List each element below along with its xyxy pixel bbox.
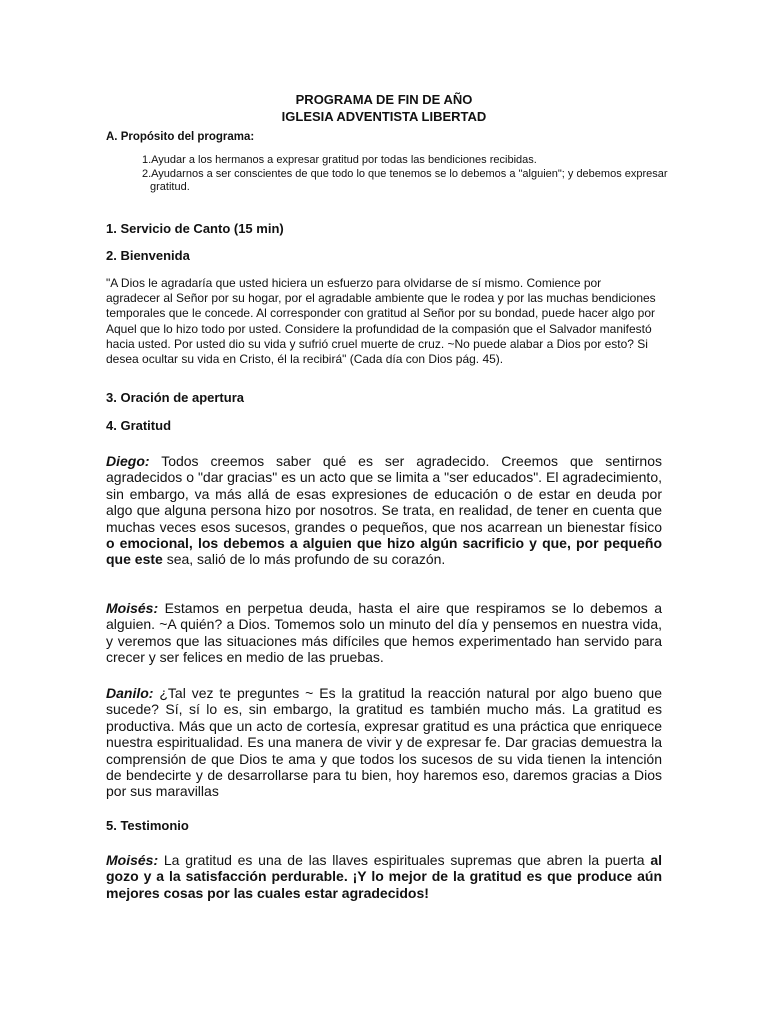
dialogue-paragraph-moises: Moisés: Estamos en perpetua deuda, hasta el aire que respiramos se lo debemos a alguien. ~A quién? a Dios. Tomemos solo un minuto del día y pensemos en nuestra vida, y veremos que las situaciones más difíciles que hemos experimentado han servido para crecer y ser felices en medio de las pruebas. (106, 600, 662, 666)
dialogue-text: ¿Tal vez te preguntes ~ Es la gratitud la reacción natural por algo bueno que sucede? Sí, sí lo es, sin embargo, la gratitud es también mucho más. La gratitud es productiva. Más que un acto de cortesía, expresar gratitud es una práctica que enriquece nuestra espiritualidad. Es una manera de vivir y de expresar fe. Dar gracias demuestra la comprensión de que Dios te ama y que todos los sucesos de su vida tienen la intención de bendecirte y de desarrollarse para tu bien, hoy haremos eso, daremos gracias a Dios por sus maravillas (106, 685, 662, 800)
bienvenida-quote: "A Dios le agradaría que usted hiciera un esfuerzo para olvidarse de sí mismo. Comience por agradecer al Señor por su hogar, por el agradable ambiente que le rodea y por las muchas bendiciones temporales que le concede. Al corresponder con gratitud al Señor por su bondad, puede hacer algo por Aquel que lo hizo todo por usted. Considere la profundidad de la compasión que el Salvador manifestó hacia usted. Por usted dio su vida y sufrió cruel muerte de cruz. ~No puede alabar a Dios por esto? Si desea ocultar su vida en Cristo, él la recibirá" (Cada día con Dios pág. 45). (106, 276, 656, 367)
document-subtitle: IGLESIA ADVENTISTA LIBERTAD (281, 109, 487, 124)
section-heading-testimonio: 5. Testimonio (106, 818, 189, 833)
speaker-name: Moisés: (106, 852, 159, 868)
dialogue-text: Todos creemos saber qué es ser agradecido. Creemos que sentirnos agradecidos o "dar gracias" es un acto que se limita a "ser educados". El agradecimiento, sin embargo, va más allá de esas expresiones de educación o de estar en deuda por algo que alguna persona hizo por nosotros. Se trata, en realidad, de tener en cuenta que muchas veces esos sucesos, grandes o pequeños, que nos acarrean un bienestar físico (106, 453, 662, 535)
speaker-name: Diego (106, 453, 145, 469)
dialogue-emphasis: o emocional, los debemos a alguien que hizo algún sacrificio y que, por pequeño que este (106, 535, 662, 568)
testimonio-paragraph (106, 852, 662, 901)
dialogue-paragraph-diego: Diego: Todos creemos saber qué es ser agradecido. Creemos que sentirnos agradecidos o "dar gracias" es un acto que se limita a "ser educados". El agradecimiento, sin embargo, va más allá de esas expresiones de educación o de estar en deuda por algo que alguna persona hizo por nosotros. Se trata, en realidad, de tener en cuenta que muchas veces esos sucesos, grandes o pequeños, que nos acarrean un bienestar físico o emocional, los debemos a alguien que hizo algún sacrificio y que, por pequeño que este sea, salió de lo más profundo de su corazón. (106, 453, 662, 568)
purpose-heading: A. Propósito del programa: (106, 131, 255, 143)
dialogue-paragraph-danilo: Danilo: ¿Tal vez te preguntes ~ Es la gratitud la reacción natural por algo bueno que sucede? Sí, sí lo es, sin embargo, la gratitud es también mucho más. La gratitud es productiva. Más que un acto de cortesía, expresar gratitud es una práctica que enriquece nuestra espiritualidad. Es una manera de vivir y de expresar fe. Dar gracias demuestra la comprensión de que Dios te ama y que todos los sucesos de su vida tienen la intención de bendecirte y de desarrollarse para tu bien, hoy haremos eso, daremos gracias a Dios por sus maravillas (106, 685, 662, 800)
dialogue-text: Estamos en perpetua deuda, hasta el aire que respiramos se lo debemos a alguien. ~A quién? a Dios. Tomemos solo un minuto del día y pensemos en nuestra vida, y veremos que las situaciones más difíciles que hemos experimentado han servido para crecer y ser felices en medio de las pruebas. (106, 600, 662, 666)
purpose-list (128, 154, 668, 195)
speaker-name: Danilo (106, 685, 149, 701)
testimonio-emphasis: al gozo y a la satisfacción perdurable. ¡Y lo mejor de la gratitud es que produce aún mejores cosas por las cuales estar agradecidos! (106, 852, 662, 901)
dialogue-text: sea, salió de lo más profundo de su corazón. (162, 551, 446, 568)
section-heading-oracion: 3. Oración de apertura (106, 390, 244, 405)
speaker-name: Moisés (106, 600, 154, 616)
section-heading-gratitud: 4. Gratitud (106, 418, 172, 433)
testimonio-text: La gratitud es una de las llaves espirituales supremas que abren la puerta (158, 852, 651, 868)
document-title: PROGRAMA DE FIN DE AÑO (295, 92, 473, 107)
purpose-item: 1.Ayudar a los hermanos a expresar gratitud por todas las bendiciones recibidas. (142, 154, 537, 166)
section-heading-canto: 1. Servicio de Canto (15 min) (106, 221, 284, 236)
section-heading-bienvenida: 2. Bienvenida (106, 248, 190, 263)
purpose-item: 2.Ayudarnos a ser conscientes de que todo lo que tenemos se lo debemos a "alguien"; y debemos expresar gratitud. (142, 167, 668, 193)
